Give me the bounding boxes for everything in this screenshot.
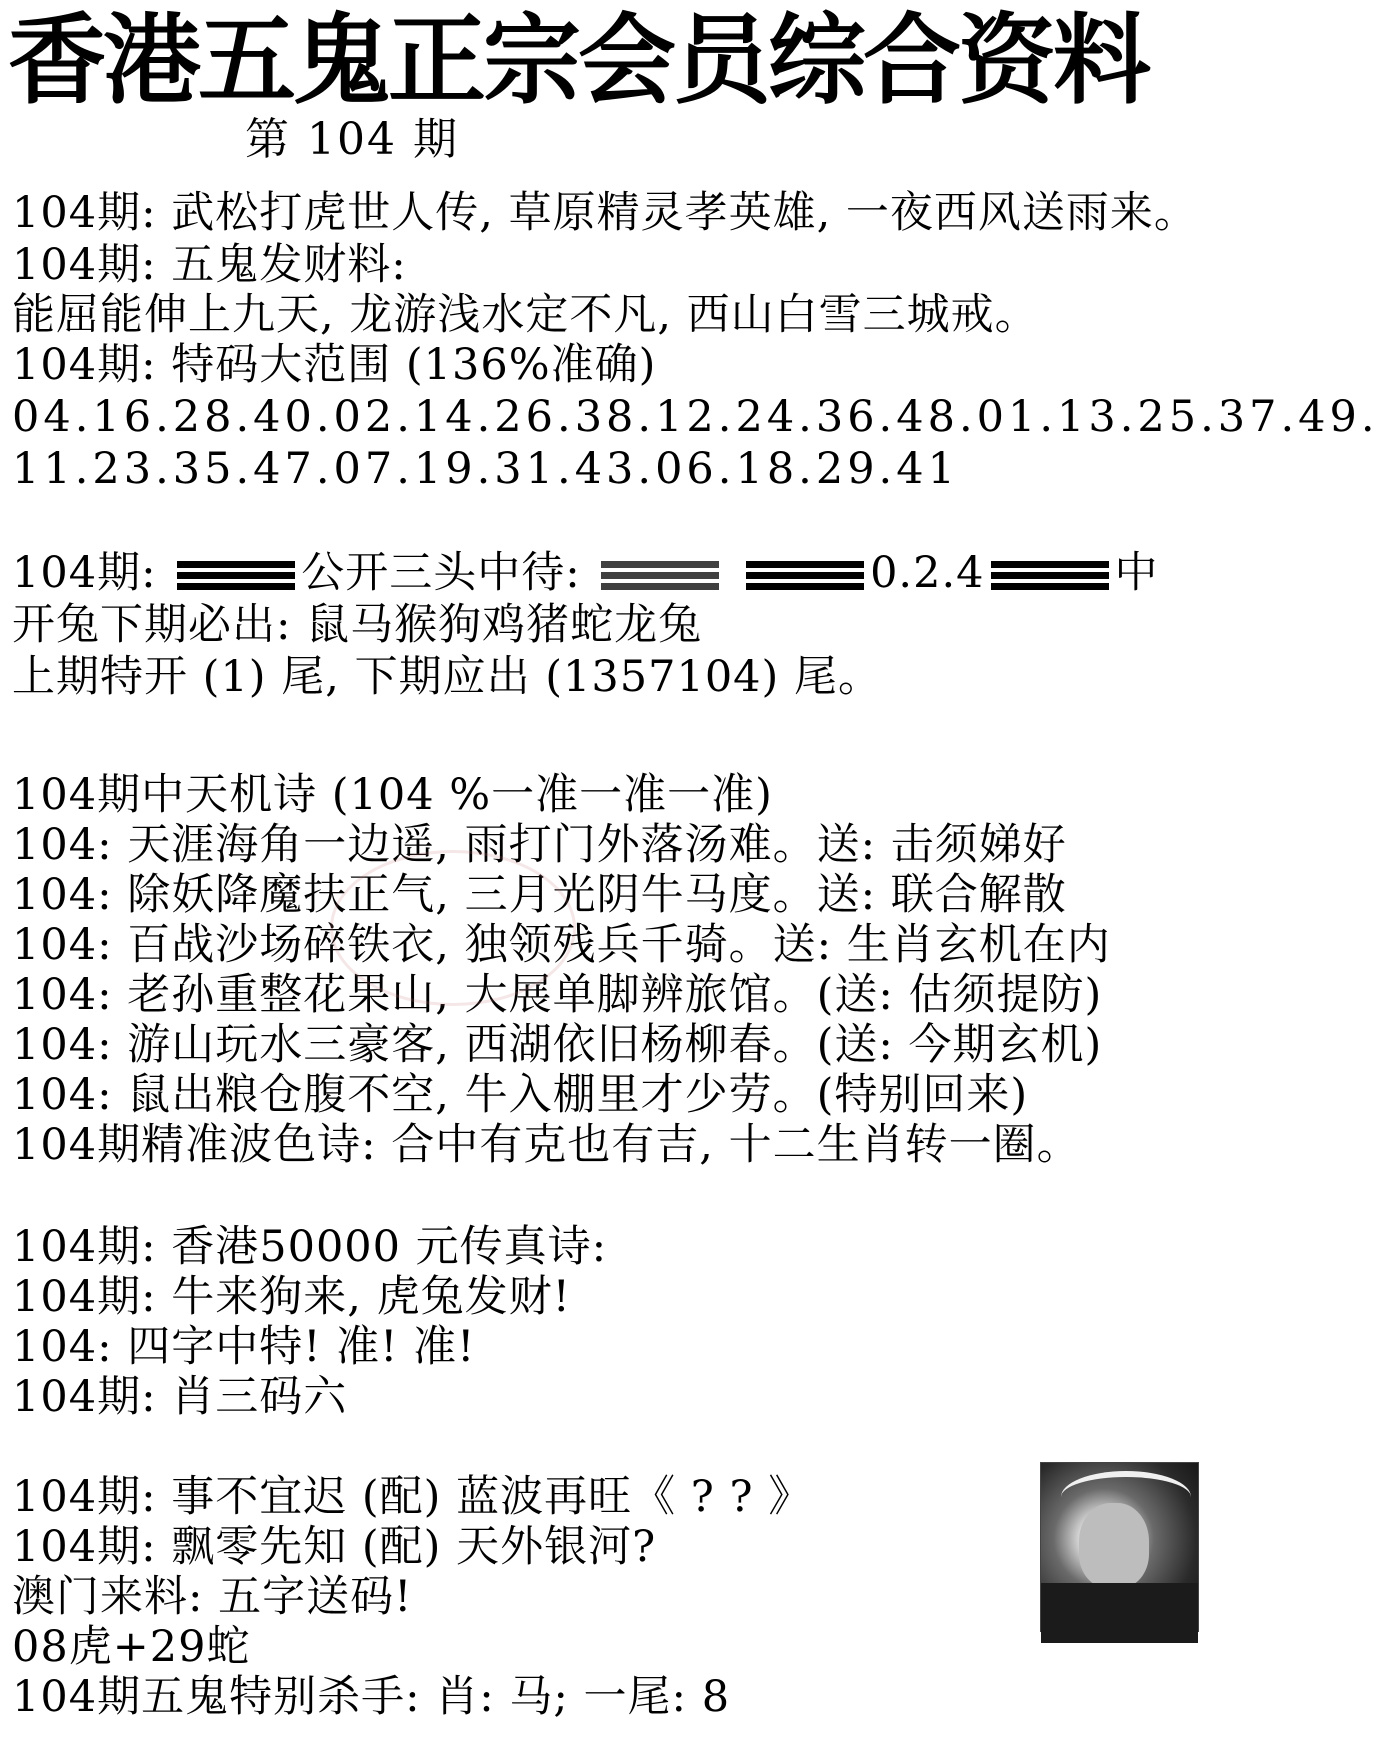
three-code-line: 104期: 肖三码六 xyxy=(12,1372,348,1422)
fax-poem-line: 104期: 牛来狗来, 虎兔发财! xyxy=(12,1272,571,1322)
four-character-line: 104: 四字中特! 准! 准! xyxy=(12,1322,476,1372)
fax-poem-heading: 104期: 香港50000 元传真诗: xyxy=(12,1222,608,1272)
slogan-line: 104期: 武松打虎世人传, 草原精灵孝英雄, 一夜西风送雨来。 xyxy=(12,188,1198,238)
match-line-2: 104期: 飘零先知 (配) 天外银河? xyxy=(12,1522,657,1572)
page-title: 香港五鬼正宗会员综合资料 xyxy=(8,4,1149,118)
match-line-1: 104期: 事不宜迟 (配) 蓝波再旺《 ? ? 》 xyxy=(12,1472,813,1522)
redaction-bar xyxy=(177,561,295,591)
killer-line: 104期五鬼特别杀手: 肖: 马; 一尾: 8 xyxy=(12,1672,731,1722)
photo-shirt xyxy=(1041,1583,1198,1643)
fortune-poem: 能屈能伸上九天, 龙游浅水定不凡, 西山白雪三城戒。 xyxy=(12,290,1039,340)
issue-number: 第 104 期 xyxy=(245,114,459,165)
fortune-heading: 104期: 五鬼发财料: xyxy=(12,240,407,290)
three-heads-label: 公开三头中待: xyxy=(301,548,581,598)
photo-face xyxy=(1079,1503,1149,1588)
poem-line: 104: 天涯海角一边遥, 雨打门外落汤难。送: 击须娣好 xyxy=(12,820,1067,870)
poem-line: 104: 除妖降魔扶正气, 三月光阴牛马度。送: 联合解散 xyxy=(12,870,1067,920)
poem-line: 104: 鼠出粮仓腹不空, 牛入棚里才少劳。(特别回来) xyxy=(12,1070,1029,1120)
poem-line: 104: 游山玩水三豪客, 西湖依旧杨柳春。(送: 今期玄机) xyxy=(12,1020,1103,1070)
poem-heading: 104期中天机诗 (104 %一准一准一准) xyxy=(12,770,773,820)
macau-line: 澳门来料: 五字送码! xyxy=(12,1572,413,1622)
three-heads-prefix: 104期: xyxy=(12,548,157,598)
range-numbers-row-1: 04.16.28.40.02.14.26.38.12.24.36.48.01.13.25.37.49. xyxy=(12,392,1379,442)
numbers-line: 08虎+29蛇 xyxy=(12,1622,251,1672)
redaction-bar xyxy=(746,561,864,591)
three-heads-line xyxy=(12,548,1159,598)
redaction-bar xyxy=(991,561,1109,591)
three-heads-suffix: 中 xyxy=(1114,548,1159,598)
redaction-bar xyxy=(601,561,719,591)
zodiac-line: 开兔下期必出: 鼠马猴狗鸡猪蛇龙兔 xyxy=(12,600,703,650)
tail-line: 上期特开 (1) 尾, 下期应出 (1357104) 尾。 xyxy=(12,652,882,702)
range-numbers-row-2: 11.23.35.47.07.19.31.43.06.18.29.41 xyxy=(12,444,959,494)
wave-color-poem: 104期精准波色诗: 合中有克也有吉, 十二生肖转一圈。 xyxy=(12,1120,1081,1170)
poem-line: 104: 百战沙场碎铁衣, 独领残兵千骑。送: 生肖玄机在内 xyxy=(12,920,1111,970)
portrait-photo xyxy=(1040,1462,1199,1632)
three-heads-value: 0.2.4 xyxy=(870,548,985,598)
poem-line: 104: 老孙重整花果山, 大展单脚辨旅馆。(送: 估须提防) xyxy=(12,970,1103,1020)
range-heading: 104期: 特码大范围 (136%准确) xyxy=(12,340,657,390)
